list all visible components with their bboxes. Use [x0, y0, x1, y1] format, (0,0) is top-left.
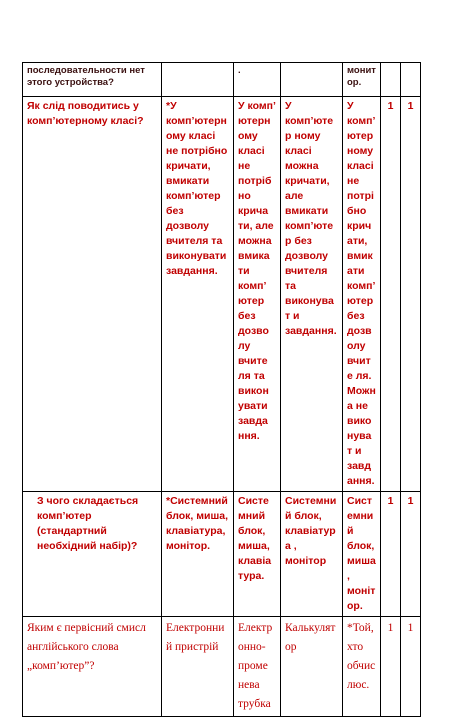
table-row [23, 97, 421, 492]
option-cell: Сист емни й блок, миша , моніт ор. [343, 492, 381, 617]
option-cell: Систе мний блок, миша, клавіа тура. [234, 492, 281, 617]
score-cell: 1 [401, 617, 421, 717]
score-cell: 1 [381, 492, 401, 617]
option-cell [162, 63, 234, 97]
option-cell: . [234, 63, 281, 97]
question-cell: Як слід поводитись у комп’ютерному класі? [23, 97, 162, 492]
option-cell: Електр онно-проме нева трубка [234, 617, 281, 717]
score-cell: 1 [401, 97, 421, 492]
option-cell: Електронни й пристрій [162, 617, 234, 717]
option-cell: Системни й блок, клавіатура , монітор [281, 492, 343, 617]
option-cell: *Той, хто обчис люс. [343, 617, 381, 717]
table-row [23, 492, 421, 617]
table-row [23, 617, 421, 717]
option-cell: *Системний блок, миша, клавіатура, монітор. [162, 492, 234, 617]
option-cell: *У комп’ютерн ому класі не потрібно кричати, вмикати комп’ютер без дозволу вчителя та виконувати завдання. [162, 97, 234, 492]
option-cell: У комп’ ютер ному класі не потрі бно крич ати, вмик ати комп’ ютер без дозв олу вчите ля. Можн а не вико нуват и завд ання. [343, 97, 381, 492]
table-row [23, 63, 421, 97]
question-cell: Яким є первісний смисл англійського слова „комп’ютер”? [23, 617, 162, 717]
score-cell: 1 [381, 617, 401, 717]
question-cell: З чого складається комп’ютер (стандартний необхідний набір)? [23, 492, 162, 617]
option-cell [281, 63, 343, 97]
option-cell: У комп’ютер ному класі можна кричати, але вмикати комп’ютер без дозволу вчителя та виконуват и завдання. [281, 97, 343, 492]
score-cell: 1 [381, 97, 401, 492]
option-cell: монит ор. [343, 63, 381, 97]
option-cell: У комп’ ютерн ому класі не потріб но крича ти, але можна вмика ти комп’ ютер без дозво лу вчите ля та викон увати завда ння. [234, 97, 281, 492]
question-cell: последовательности нет этого устройства? [23, 63, 162, 97]
score-cell [381, 63, 401, 97]
score-cell: 1 [401, 492, 421, 617]
quiz-table [22, 62, 421, 717]
score-cell [401, 63, 421, 97]
option-cell: Калькулят ор [281, 617, 343, 717]
